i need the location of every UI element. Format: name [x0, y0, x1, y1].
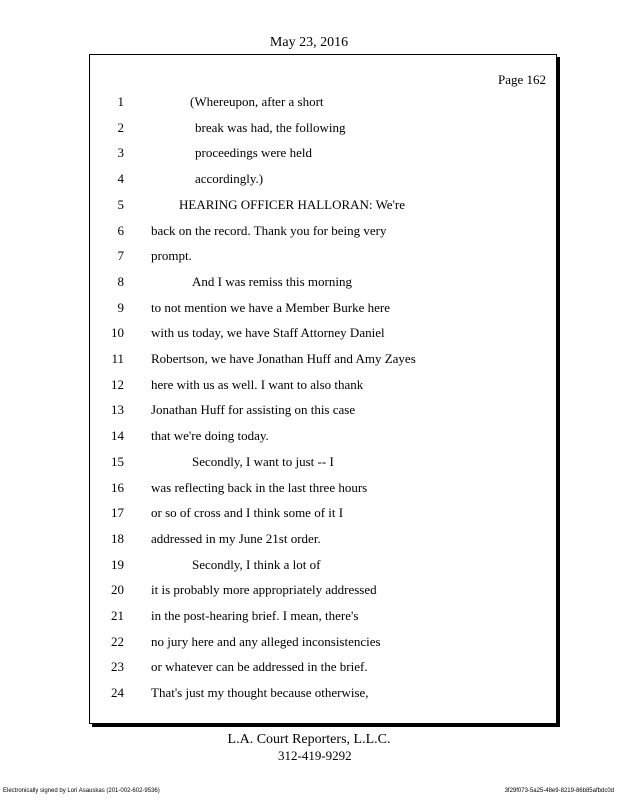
line-number: 18 — [111, 530, 124, 546]
transcript-line — [90, 223, 556, 241]
line-number: 13 — [111, 402, 124, 418]
transcript-line — [90, 197, 556, 215]
transcript-line — [90, 608, 556, 626]
line-text: prompt. — [151, 248, 192, 264]
line-text: (Whereupon, after a short — [190, 94, 324, 109]
line-text: Jonathan Huff for assisting on this case — [151, 402, 356, 418]
transcript-line — [90, 145, 556, 163]
line-number: 3 — [117, 145, 124, 161]
line-text: with us today, we have Staff Attorney Daniel — [151, 325, 385, 341]
transcript-line — [90, 685, 556, 703]
transcript-line — [90, 402, 556, 420]
line-text: or whatever can be addressed in the brief. — [151, 659, 368, 675]
transcript-line — [90, 94, 556, 112]
transcript-line — [90, 300, 556, 318]
transcript-line — [90, 531, 556, 549]
line-text: back on the record. Thank you for being very — [151, 222, 387, 238]
line-text: here with us as well. I want to also thank — [151, 376, 364, 392]
line-text: was reflecting back in the last three hours — [151, 479, 368, 495]
line-number: 20 — [111, 582, 124, 598]
transcript-line — [90, 120, 556, 138]
transcript-line — [90, 505, 556, 523]
line-number: 14 — [111, 428, 124, 444]
transcript-line — [90, 325, 556, 343]
transcript-line — [90, 171, 556, 189]
line-text: That's just my thought because otherwise, — [151, 685, 369, 701]
transcript-line — [90, 634, 556, 652]
line-number: 2 — [117, 119, 124, 135]
line-text: HEARING OFFICER HALLORAN: We're — [179, 196, 406, 212]
line-number: 17 — [111, 505, 124, 521]
line-text: to not mention we have a Member Burke here — [151, 299, 390, 315]
line-text: proceedings were held — [195, 145, 312, 161]
transcript-date: May 23, 2016 — [269, 35, 349, 50]
line-number: 12 — [111, 376, 124, 392]
line-number: 9 — [117, 299, 124, 315]
line-text: Secondly, I think a lot of — [192, 556, 321, 572]
line-number: 15 — [111, 453, 124, 469]
line-number: 24 — [111, 685, 124, 701]
line-number: 11 — [111, 351, 124, 366]
line-number: 6 — [117, 222, 124, 238]
transcript-line — [90, 454, 556, 472]
transcript-line — [90, 557, 556, 575]
line-number: 23 — [111, 659, 124, 675]
line-number: 19 — [111, 556, 124, 572]
line-text: it is probably more appropriately addressed — [151, 582, 377, 598]
court-reporter-name: L.A. Court Reporters, L.L.C. — [227, 732, 391, 747]
transcript-line — [90, 480, 556, 498]
line-number: 4 — [117, 171, 124, 187]
line-number: 5 — [117, 196, 124, 212]
transcript-page-frame — [89, 54, 557, 724]
line-text: And I was remiss this morning — [192, 273, 352, 289]
line-text: in the post-hearing brief. I mean, there's — [151, 608, 359, 623]
line-number: 22 — [111, 633, 124, 649]
line-text: Secondly, I want to just -- I — [192, 453, 334, 469]
transcript-line — [90, 274, 556, 292]
line-number: 8 — [117, 273, 124, 289]
line-number: 1 — [117, 94, 124, 109]
transcript-line — [90, 377, 556, 395]
line-text: or so of cross and I think some of it I — [151, 505, 344, 521]
electronic-signature: Electronically signed by Lori Asauskas (201-002-602-9536) — [3, 788, 160, 794]
line-text: accordingly.) — [195, 171, 264, 187]
line-text: Robertson, we have Jonathan Huff and Amy Zayes — [151, 351, 416, 366]
court-reporter-phone: 312-419-9292 — [278, 748, 352, 763]
document-hash: 3f29f073-5a25-48e9-8219-86b85afbdc0d — [504, 788, 614, 794]
transcript-line — [90, 351, 556, 369]
line-text: that we're doing today. — [151, 428, 269, 444]
transcript-line — [90, 248, 556, 266]
line-number: 10 — [111, 325, 124, 341]
line-text: no jury here and any alleged inconsistencies — [151, 633, 381, 649]
line-number: 7 — [117, 248, 124, 264]
transcript-line — [90, 659, 556, 677]
transcript-line — [90, 428, 556, 446]
line-number: 21 — [111, 608, 124, 623]
page-number: Page 162 — [497, 72, 546, 87]
transcript-line — [90, 582, 556, 600]
line-number: 16 — [111, 479, 124, 495]
line-text: addressed in my June 21st order. — [151, 530, 321, 546]
line-text: break was had, the following — [195, 119, 346, 135]
